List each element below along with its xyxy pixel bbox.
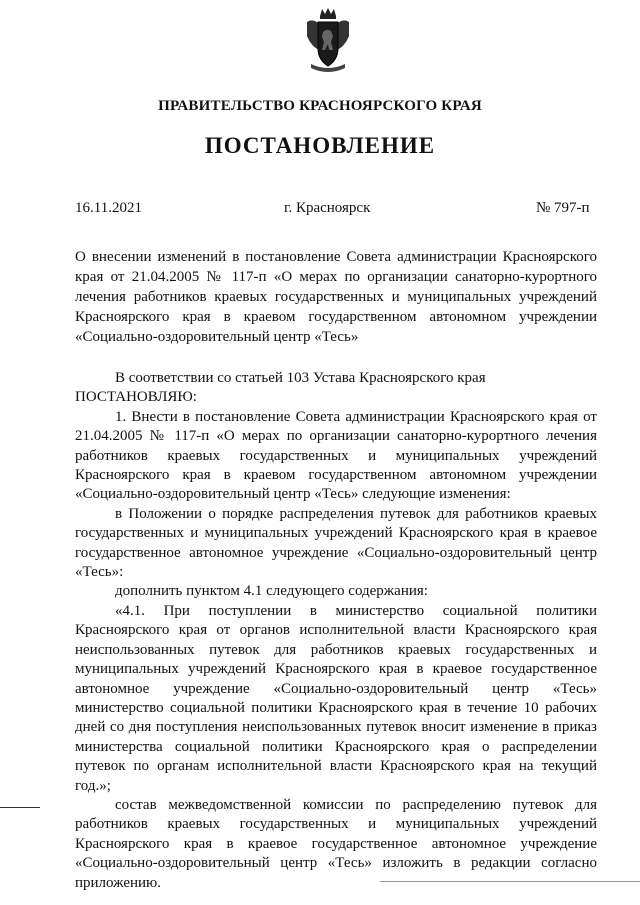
coat-of-arms-icon xyxy=(305,6,351,74)
document-body xyxy=(75,369,597,893)
margin-mark xyxy=(0,807,40,808)
paragraph-basis: В соответствии со статьей 103 Устава Красноярского края xyxy=(115,370,486,386)
document-number: № 797-п xyxy=(536,200,590,216)
document-type: ПОСТАНОВЛЕНИЕ xyxy=(204,133,436,158)
paragraph-add-clause: дополнить пунктом 4.1 следующего содержания: xyxy=(115,583,428,600)
footer-line xyxy=(380,881,640,882)
paragraph-item-1: 1. Внести в постановление Совета администрации Красноярского края от 21.04.2005 № 117-п «О мерах по организации санаторно-курортного лечения работников краевых государственных и муниципальных учреждений Красноярского края в краевом государственном автономном учреждении «Социально-оздоровительный центр «Тесь» следующие изменения: xyxy=(75,408,597,503)
paragraph-clause-4-1: «4.1. При поступлении в министерство социальной политики Красноярского края от органов исполнительной власти Красноярского края неиспользованных путевок для работников краевых государственных и муниципальных учреждений Красноярского края в краевое государственное автономное учреждение «Социально-оздоровительный центр «Тесь» министерство социальной политики Красноярского края в течение 10 рабочих дней со дня поступления неиспользованных путевок вносит изменение в приказ министерства социальной политики Красноярского края о распределении путевок по органам исполнительной власти Красноярского края на текущий год.»; xyxy=(75,602,597,794)
document-date: 16.11.2021 xyxy=(75,200,142,216)
paragraph-regulation: в Положении о порядке распределения путевок для работников краевых государственных и муниципальных учреждений Красноярского края в краевое государственное автономное учреждение «Социально-оздоровительный центр «Тесь»: xyxy=(75,505,597,581)
paragraph-commission: состав межведомственной комиссии по распределению путевок для работников краевых государственных и муниципальных учреждений Красноярского края в краевое государственное автономное учреждение «Социально-оздоровительный центр «Тесь» изложить в редакции согласно приложению. xyxy=(75,796,597,891)
document-subject: О внесении изменений в постановление Совета администрации Красноярского края от 21.04.2005 № 117-п «О мерах по организации санаторно-курортного лечения работников краевых государственных и муниципальных учреждений Красноярского края в краевом государственном автономном учреждении «Социально-оздоровительный центр «Тесь» xyxy=(75,249,597,345)
document-city: г. Красноярск xyxy=(284,200,371,216)
paragraph-resolve: ПОСТАНОВЛЯЮ: xyxy=(75,389,197,406)
government-name: ПРАВИТЕЛЬСТВО КРАСНОЯРСКОГО КРАЯ xyxy=(158,98,482,114)
